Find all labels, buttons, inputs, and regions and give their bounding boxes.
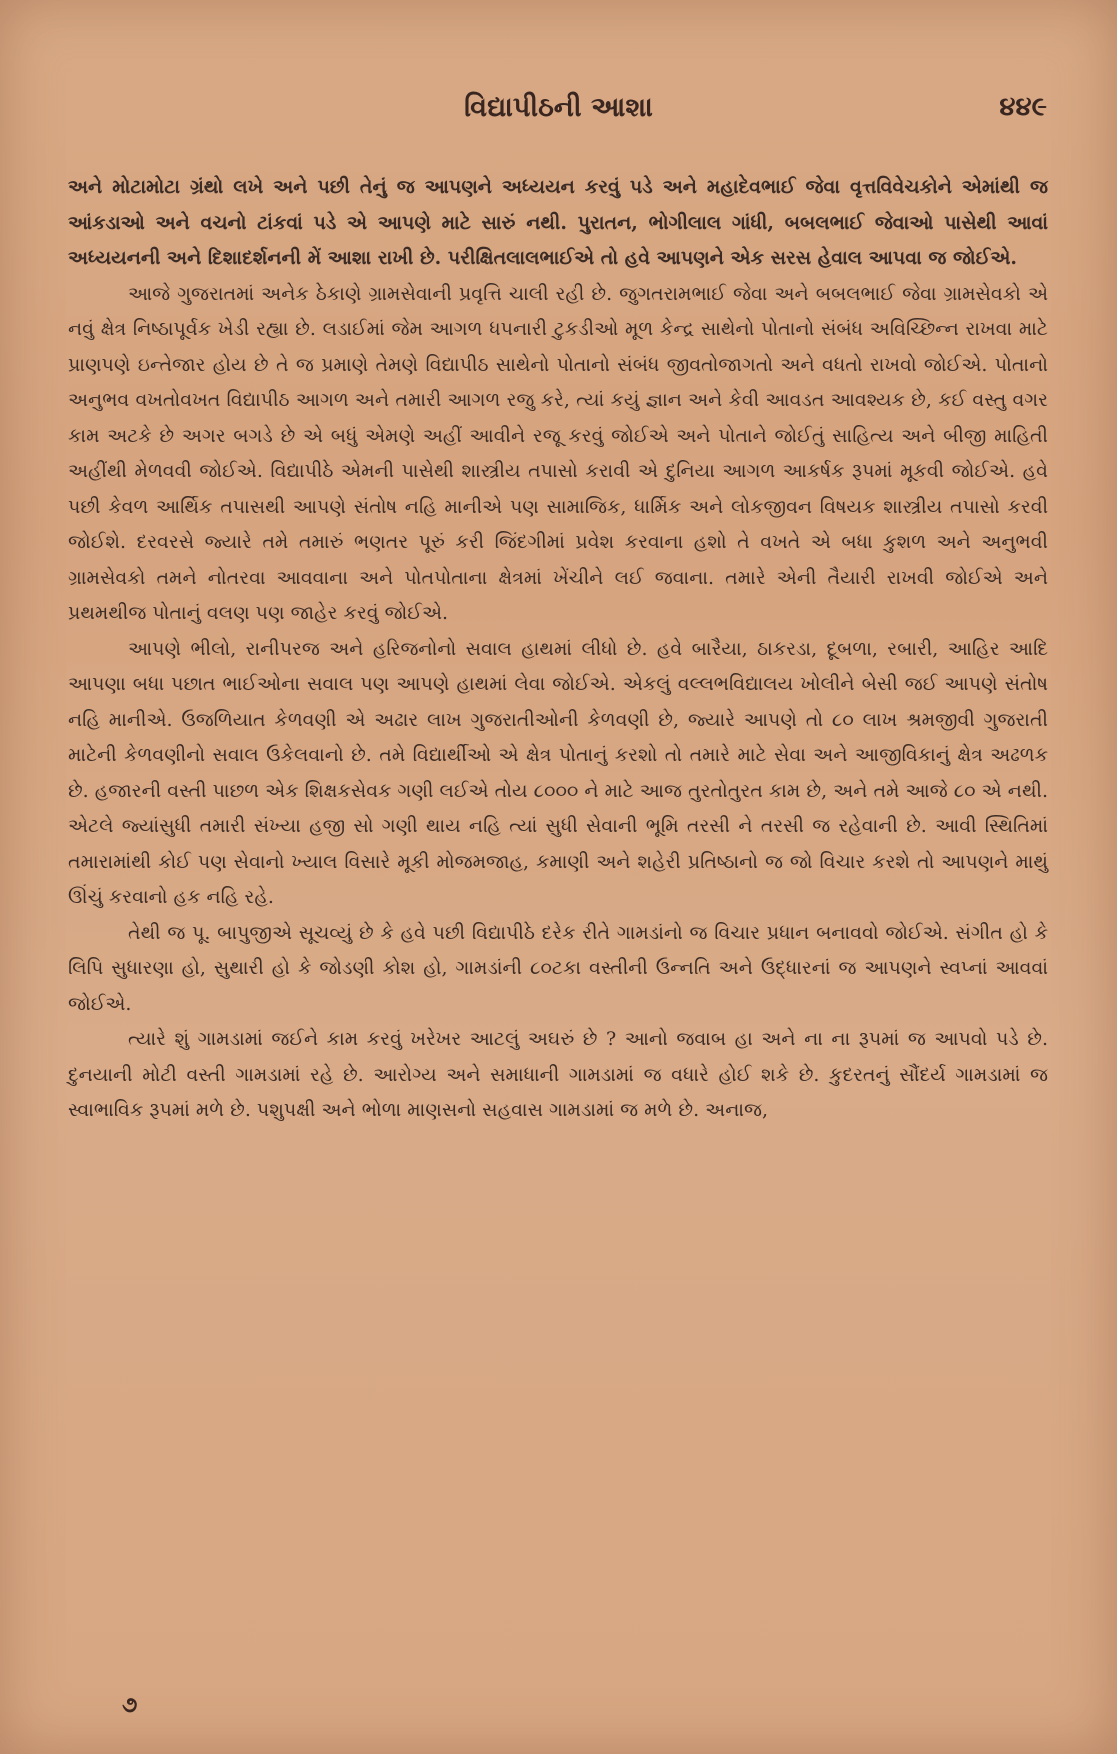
paragraph: આપણે ભીલો, રાનીપરજ અને હરિજનોનો સવાલ હાથમાં લીધો છે. હવે બારૈયા, ઠાકરડા, દૂબળા, રબારી, આહિર આદિ આપણા બધા પછાત ભાઈઓના સવાલ પણ આપણે હાથમાં લેવા જોઈએ. એકલું વલ્લભવિદ્યાલય ખોલીને બેસી જઈ આપણે સંતોષ નહિ માનીએ. ઉજળિયાત કેળવણી એ અઢાર લાખ ગુજરાતીઓની કેળવણી છે, જ્યારે આપણે તો ૮૦ લાખ શ્રમજીવી ગુજરાતી માટેની કેળવણીનો સવાલ ઉકેલવાનો છે. તમે વિદ્યાર્થીઓ એ ક્ષેત્ર પોતાનું કરશો તો તમારે માટે સેવા અને આજીવિકાનું ક્ષેત્ર અઢળક છે. હજારની વસ્તી પાછળ એક શિક્ષકસેવક ગણી લઈએ તોય ૮૦૦૦ ને માટે આજ તુરતોતુરત કામ છે, અને તમે આજે ૮૦ એ નથી. એટલે જ્યાંસુધી તમારી સંખ્યા હજી સો ગણી થાય નહિ ત્યાં સુધી સેવાની ભૂમિ તરસી ને તરસી જ રહેવાની છે. આવી સ્થિતિમાં તમારામાંથી કોઈ પણ સેવાનો ખ્યાલ વિસારે મૂકી મોજમજાહ, કમાણી અને શહેરી પ્રતિષ્ઠાનો જ જો વિચાર કરશે તો આપણને માથું ઊંચું કરવાનો હક નહિ રહે. <box>68 637 1048 908</box>
page-header <box>60 92 1057 132</box>
page-number: ૪૪૯ <box>999 92 1047 122</box>
running-title: વિદ્યાપીઠની આશા <box>464 92 653 123</box>
signature-mark: ૭ <box>122 1692 138 1718</box>
paragraph: તેથી જ પૂ. બાપુજીએ સૂચવ્યું છે કે હવે પછી વિદ્યાપીઠે દરેક રીતે ગામડાંનો જ વિચાર પ્રધાન બનાવવો જોઈએ. સંગીત હો કે લિપિ સુધારણા હો, સુથારી હો કે જોડણી કોશ હો, ગામડાંની ૮૦ટકા વસ્તીની ઉન્નતિ અને ઉદ્ધારનાં જ આપણને સ્વપ્નાં આવવાં જોઈએ. <box>68 921 1048 1015</box>
body-text <box>68 170 1048 1129</box>
paragraph-continued: અને મોટામોટા ગ્રંથો લખે અને પછી તેનું જ આપણને અધ્યયન કરવું પડે અને મહાદેવભાઈ જેવા વૃત્તવિવેચકોને એમાંથી જ આંકડાઓ અને વચનો ટાંકવાં પડે એ આપણે માટે સારું નથી. પુરાતન, ભોગીલાલ ગાંધી, બબલભાઈ જેવાઓ પાસેથી આવાં અધ્યયનની અને દિશાદર્શનની મેં આશા રાખી છે. પરીક્ષિતલાલભાઈએ તો હવે આપણને એક સરસ હેવાલ આપવા જ જોઈએ. <box>68 176 1048 269</box>
paragraph: ત્યારે શું ગામડામાં જઈને કામ કરવું ખરેખર આટલું અઘરું છે ? આનો જવાબ હા અને ના ના રૂપમાં જ આપવો પડે છે. દુનયાની મોટી વસ્તી ગામડામાં રહે છે. આરોગ્ય અને સમાધાની ગામડામાં જ વધારે હોઈ શકે છે. કુદરતનું સૌંદર્ય ગામડામાં જ સ્વાભાવિક રૂપમાં મળે છે. પશુપક્ષી અને ભોળા માણસનો સહવાસ ગામડામાં જ મળે છે. અનાજ, <box>68 1028 1048 1121</box>
paragraph: આજે ગુજરાતમાં અનેક ઠેકાણે ગ્રામસેવાની પ્રવૃત્તિ ચાલી રહી છે. જુગતરામભાઈ જેવા અને બબલભાઈ જેવા ગ્રામસેવકો એ નવું ક્ષેત્ર નિષ્ઠાપૂર્વક ખેડી રહ્યા છે. લડાઈમાં જેમ આગળ ધપનારી ટુકડીઓ મૂળ કેન્દ્ર સાથેનો પોતાનો સંબંધ અવિચ્છિન્ન રાખવા માટે પ્રાણપણે ઇન્તેજાર હોય છે તે જ પ્રમાણે તેમણે વિદ્યાપીઠ સાથેનો પોતાનો સંબંધ જીવતોજાગતો અને વધતો રાખવો જોઈએ. પોતાનો અનુભવ વખતોવખત વિદ્યાપીઠ આગળ અને તમારી આગળ રજુ કરે, ત્યાં કયું જ્ઞાન અને કેવી આવડત આવશ્યક છે, કઈ વસ્તુ વગર કામ અટકે છે અગર બગડે છે એ બધું એમણે અહીં આવીને રજૂ કરવું જોઈએ અને પોતાને જોઈતું સાહિત્ય અને બીજી માહિતી અહીંથી મેળવવી જોઈએ. વિદ્યાપીઠે એમની પાસેથી શાસ્ત્રીય તપાસો કરાવી એ દુનિયા આગળ આકર્ષક રૂપમાં મૂકવી જોઈએ. હવે પછી કેવળ આર્થિક તપાસથી આપણે સંતોષ નહિ માનીએ પણ સામાજિક, ધાર્મિક અને લોકજીવન વિષયક શાસ્ત્રીય તપાસો કરવી જોઈશે. દરવરસે જ્યારે તમે તમારું ભણતર પૂરું કરી જિંદગીમાં પ્રવેશ કરવાના હશો તે વખતે એ બધા કુશળ અને અનુભવી ગ્રામસેવકો તમને નોતરવા આવવાના અને પોતપોતાના ક્ષેત્રમાં ખેંચીને લઈ જવાના. તમારે એની તૈયારી રાખવી જોઈએ અને પ્રથમથીજ પોતાનું વલણ પણ જાહેર કરવું જોઈએ. <box>68 282 1048 624</box>
